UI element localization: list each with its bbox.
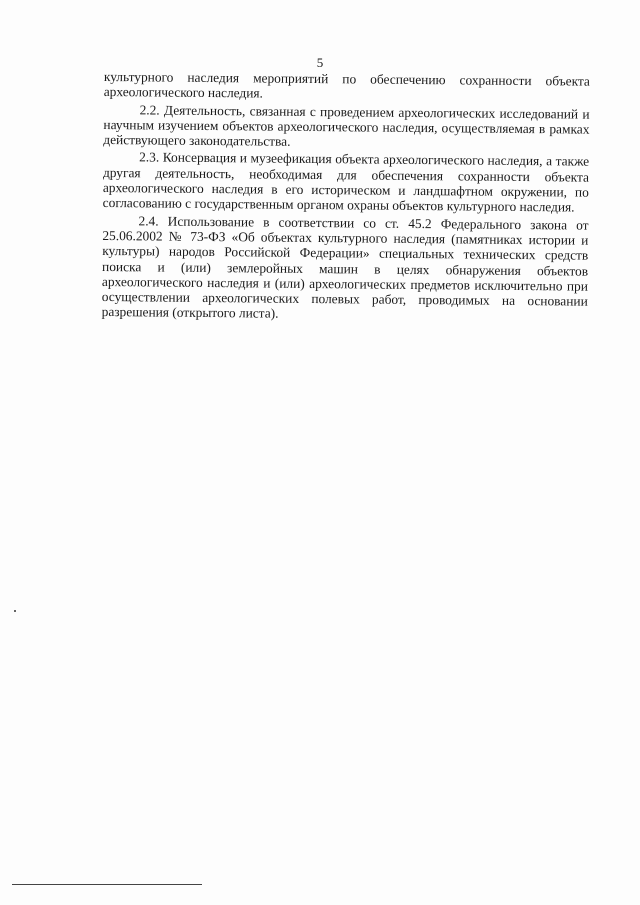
footnote-separator-line [12, 884, 202, 885]
paragraph-2-3: 2.3. Консервация и музеефикация объекта археологического наследия, а также другая деятельность, необходимая для обеспечения сохранности объекта археологического наследия в его историческом и ландшафтном окружении, по согласованию с государственным органом охраны объектов культурного наследия. [102, 149, 590, 215]
paragraph-2-2: 2.2. Деятельность, связанная с проведением археологических исследований и научным изучением объектов археологического наследия, осуществляемая в рамках действующего законодательства. [103, 101, 590, 149]
page-number: 5 [316, 55, 324, 70]
paragraph-continuation: культурного наследия мероприятий по обеспечению сохранности объекта археологического наследия. [103, 69, 590, 101]
scan-speck [14, 610, 16, 612]
document-body [102, 69, 590, 326]
paragraph-2-4: 2.4. Использование в соответствии со ст. 45.2 Федерального закона от 25.06.2002 № 73-ФЗ «Об объектах культурного наследия (памятниках истории и культуры) народов Российской Федерации» специальных технических средств поиска и (или) землеройных машин в целях обнаружения объектов археологического наследия и (или) археологических предметов исключительно при осуществлении археологических полевых работ, проводимых на основании разрешения (открытого листа). [101, 213, 589, 322]
